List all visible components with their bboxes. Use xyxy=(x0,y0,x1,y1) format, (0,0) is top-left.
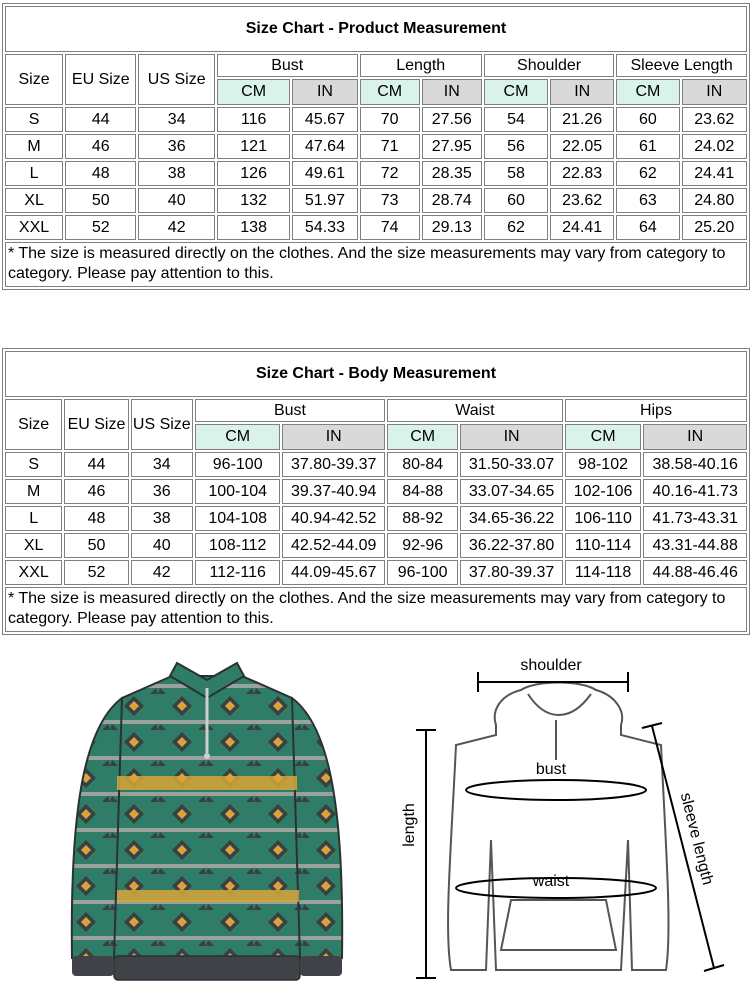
table-cell: 61 xyxy=(616,134,679,159)
table-cell: 51.97 xyxy=(292,188,357,213)
table-cell: 92-96 xyxy=(387,533,458,558)
us-size-header: US Size xyxy=(131,399,193,450)
waist-label: waist xyxy=(532,873,570,890)
body-chart-note: * The size is measured directly on the clothes. And the size measurements may vary from category to category. Please pay attention to this. xyxy=(5,587,747,632)
table-row xyxy=(5,161,747,186)
table-cell: 46 xyxy=(65,134,136,159)
size-cell: XL xyxy=(5,533,62,558)
table-row xyxy=(5,107,747,132)
table-cell: 52 xyxy=(64,560,128,585)
table-cell: 56 xyxy=(484,134,548,159)
size-cell: M xyxy=(5,134,63,159)
table-cell: 116 xyxy=(217,107,290,132)
table-row xyxy=(5,452,747,477)
table-cell: 50 xyxy=(65,188,136,213)
unit-cm: CM xyxy=(360,79,420,105)
table-cell: 40.16-41.73 xyxy=(643,479,747,504)
table-cell: 110-114 xyxy=(565,533,641,558)
table-cell: 126 xyxy=(217,161,290,186)
eu-size-header: EU Size xyxy=(65,54,136,105)
unit-cm: CM xyxy=(195,424,280,450)
table-cell: 42 xyxy=(131,560,193,585)
unit-in: IN xyxy=(422,79,482,105)
length-header: Length xyxy=(360,54,482,77)
waist-header: Waist xyxy=(387,399,563,422)
table-cell: 24.41 xyxy=(550,215,614,240)
table-cell: 36 xyxy=(138,134,214,159)
table-cell: 96-100 xyxy=(387,560,458,585)
table-cell: 114-118 xyxy=(565,560,641,585)
table-cell: 84-88 xyxy=(387,479,458,504)
table-row xyxy=(5,506,747,531)
table-cell: 27.56 xyxy=(422,107,482,132)
table-cell: 73 xyxy=(360,188,420,213)
size-cell: S xyxy=(5,107,63,132)
table-cell: 44.88-46.46 xyxy=(643,560,747,585)
shoulder-label: shoulder xyxy=(520,657,582,674)
table-cell: 41.73-43.31 xyxy=(643,506,747,531)
unit-in: IN xyxy=(292,79,357,105)
table-cell: 52 xyxy=(65,215,136,240)
table-cell: 80-84 xyxy=(387,452,458,477)
table-row xyxy=(5,560,747,585)
unit-in: IN xyxy=(643,424,747,450)
table-cell: 23.62 xyxy=(550,188,614,213)
bust-ring xyxy=(466,780,646,800)
table-cell: 31.50-33.07 xyxy=(460,452,563,477)
table-cell: 102-106 xyxy=(565,479,641,504)
sleeve-length-header: Sleeve Length xyxy=(616,54,747,77)
table-cell: 29.13 xyxy=(422,215,482,240)
bust-header: Bust xyxy=(217,54,358,77)
table-cell: 25.20 xyxy=(682,215,748,240)
hips-header: Hips xyxy=(565,399,747,422)
table-cell: 62 xyxy=(616,161,679,186)
table-cell: 24.80 xyxy=(682,188,748,213)
table-cell: 34.65-36.22 xyxy=(460,506,563,531)
table-cell: 40 xyxy=(131,533,193,558)
body-chart-title: Size Chart - Body Measurement xyxy=(5,351,747,397)
table-cell: 71 xyxy=(360,134,420,159)
table-cell: 22.83 xyxy=(550,161,614,186)
table-cell: 33.07-34.65 xyxy=(460,479,563,504)
size-cell: XL xyxy=(5,188,63,213)
table-cell: 48 xyxy=(64,506,128,531)
table-cell: 138 xyxy=(217,215,290,240)
body-chart-body xyxy=(5,452,747,585)
table-cell: 42 xyxy=(138,215,214,240)
table-cell: 44.09-45.67 xyxy=(282,560,385,585)
body-size-chart xyxy=(2,348,750,635)
table-cell: 112-116 xyxy=(195,560,280,585)
table-cell: 38 xyxy=(131,506,193,531)
unit-cm: CM xyxy=(484,79,548,105)
length-label: length xyxy=(401,803,418,847)
table-cell: 39.37-40.94 xyxy=(282,479,385,504)
size-cell: L xyxy=(5,161,63,186)
product-size-chart xyxy=(2,3,750,290)
table-row xyxy=(5,188,747,213)
unit-in: IN xyxy=(682,79,748,105)
table-cell: 54.33 xyxy=(292,215,357,240)
product-chart-note: * The size is measured directly on the clothes. And the size measurements may vary from category to category. Please pay attention to this. xyxy=(5,242,747,287)
table-cell: 64 xyxy=(616,215,679,240)
table-cell: 37.80-39.37 xyxy=(460,560,563,585)
table-cell: 23.62 xyxy=(682,107,748,132)
size-header: Size xyxy=(5,54,63,105)
bust-label: bust xyxy=(535,761,567,778)
table-cell: 36 xyxy=(131,479,193,504)
table-cell: 60 xyxy=(484,188,548,213)
product-chart-title: Size Chart - Product Measurement xyxy=(5,6,747,52)
size-header: Size xyxy=(5,399,62,450)
table-cell: 121 xyxy=(217,134,290,159)
table-cell: 132 xyxy=(217,188,290,213)
table-cell: 47.64 xyxy=(292,134,357,159)
table-cell: 88-92 xyxy=(387,506,458,531)
sleeve-length-label: sleeve length xyxy=(676,791,717,887)
table-cell: 45.67 xyxy=(292,107,357,132)
table-cell: 27.95 xyxy=(422,134,482,159)
measurement-diagram xyxy=(396,650,736,990)
table-cell: 50 xyxy=(64,533,128,558)
size-cell: M xyxy=(5,479,62,504)
table-cell: 54 xyxy=(484,107,548,132)
table-cell: 28.74 xyxy=(422,188,482,213)
table-cell: 37.80-39.37 xyxy=(282,452,385,477)
table-cell: 100-104 xyxy=(195,479,280,504)
table-cell: 22.05 xyxy=(550,134,614,159)
size-cell: XXL xyxy=(5,560,62,585)
unit-in: IN xyxy=(460,424,563,450)
unit-in: IN xyxy=(282,424,385,450)
table-cell: 72 xyxy=(360,161,420,186)
product-chart-body xyxy=(5,107,747,240)
us-size-header: US Size xyxy=(138,54,214,105)
table-cell: 38.58-40.16 xyxy=(643,452,747,477)
table-cell: 40.94-42.52 xyxy=(282,506,385,531)
table-cell: 96-100 xyxy=(195,452,280,477)
unit-in: IN xyxy=(550,79,614,105)
unit-cm: CM xyxy=(616,79,679,105)
table-cell: 70 xyxy=(360,107,420,132)
unit-cm: CM xyxy=(387,424,458,450)
table-row xyxy=(5,533,747,558)
size-cell: S xyxy=(5,452,62,477)
table-cell: 43.31-44.88 xyxy=(643,533,747,558)
table-cell: 62 xyxy=(484,215,548,240)
table-cell: 49.61 xyxy=(292,161,357,186)
eu-size-header: EU Size xyxy=(64,399,128,450)
table-cell: 63 xyxy=(616,188,679,213)
table-cell: 98-102 xyxy=(565,452,641,477)
table-cell: 44 xyxy=(64,452,128,477)
bust-header: Bust xyxy=(195,399,385,422)
unit-cm: CM xyxy=(565,424,641,450)
table-cell: 104-108 xyxy=(195,506,280,531)
table-cell: 24.02 xyxy=(682,134,748,159)
table-row xyxy=(5,215,747,240)
table-cell: 108-112 xyxy=(195,533,280,558)
sweater-photo xyxy=(62,658,352,988)
table-cell: 42.52-44.09 xyxy=(282,533,385,558)
table-cell: 106-110 xyxy=(565,506,641,531)
table-cell: 28.35 xyxy=(422,161,482,186)
table-cell: 44 xyxy=(65,107,136,132)
table-cell: 21.26 xyxy=(550,107,614,132)
table-cell: 36.22-37.80 xyxy=(460,533,563,558)
hoodie-outline xyxy=(448,683,668,971)
table-cell: 34 xyxy=(131,452,193,477)
table-cell: 38 xyxy=(138,161,214,186)
table-cell: 58 xyxy=(484,161,548,186)
table-cell: 74 xyxy=(360,215,420,240)
size-cell: L xyxy=(5,506,62,531)
table-cell: 46 xyxy=(64,479,128,504)
table-cell: 48 xyxy=(65,161,136,186)
table-cell: 60 xyxy=(616,107,679,132)
shoulder-header: Shoulder xyxy=(484,54,614,77)
size-cell: XXL xyxy=(5,215,63,240)
unit-cm: CM xyxy=(217,79,290,105)
table-cell: 40 xyxy=(138,188,214,213)
table-row xyxy=(5,134,747,159)
table-row xyxy=(5,479,747,504)
table-cell: 24.41 xyxy=(682,161,748,186)
table-cell: 34 xyxy=(138,107,214,132)
